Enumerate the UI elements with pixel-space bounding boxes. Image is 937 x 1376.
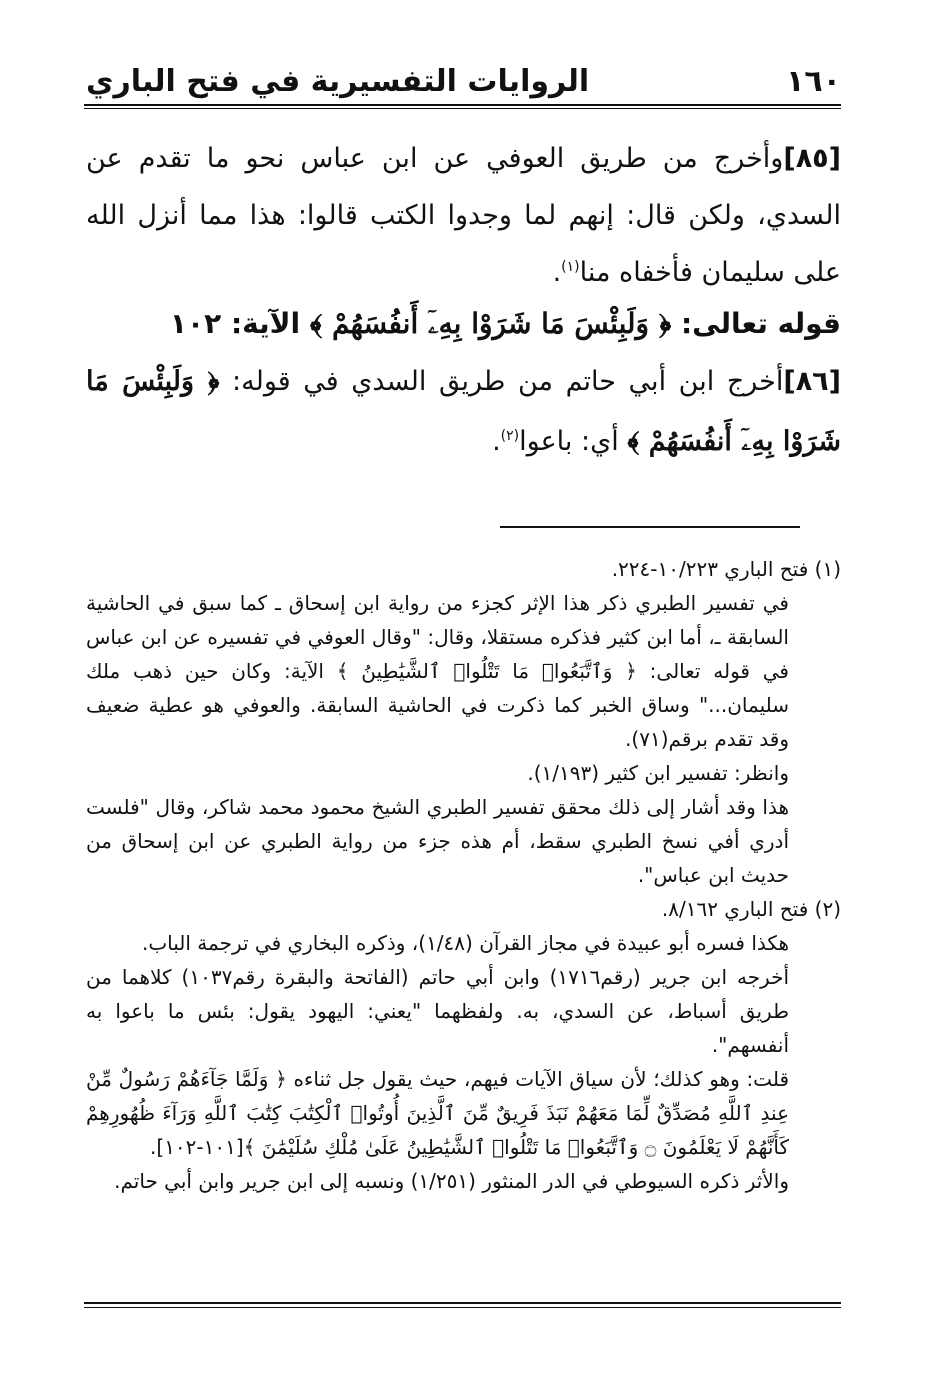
paragraph-text: أخرج ابن أبي حاتم من طريق السدي في قوله: (232, 366, 784, 397)
verse-heading (86, 300, 841, 348)
heading-suffix: الآية: ١٠٢ (169, 307, 301, 340)
bottom-rule (84, 1302, 841, 1304)
page-header (86, 56, 841, 102)
footnote-2-line: أخرجه ابن جرير (رقم١٧١٦) وابن أبي حاتم (الفاتحة والبقرة رقم١٠٣٧) كلاهما من طريق أسباط، عن السدي، به. ولفظهما "يعني: اليهود يقول: بئس ما باعوا به أنفسهم". (86, 965, 790, 1057)
paragraph-end: . (552, 257, 562, 288)
footnote-1-line: وانظر: تفسير ابن كثير (١/١٩٣). (527, 761, 789, 785)
footnote-1-line: هذا وقد أشار إلى ذلك محقق تفسير الطبري الشيخ محمود محمد شاكر، وقال "فلست أدري أفي نسخ الطبري سقط، أم هذه جزء من رواية الطبري عن ابن إسحاق من حديث ابن عباس". (86, 795, 789, 887)
quran-verse: ﴿ وَلَبِئْسَ مَا شَرَوْا بِهِۦٓ أَنفُسَهُمْ ﴾ (309, 307, 672, 340)
paragraph-85 (86, 130, 841, 301)
paragraph-number: [٨٦] (783, 366, 841, 397)
footnote-2-line: قلت: وهو كذلك؛ لأن سياق الآيات فيهم، حيث يقول جل ثناءه ﴿ وَلَمَّا جَآءَهُمْ رَسُولٌ مِّنْ عِندِ ٱللَّهِ مُصَدِّقٌ لِّمَا مَعَهُمْ نَبَذَ فَرِيقٌ مِّنَ ٱلَّذِينَ أُوتُوا۟ ٱلْكِتَٰبَ كِتَٰبَ ٱللَّهِ وَرَآءَ ظُهُورِهِمْ كَأَنَّهُمْ لَا يَعْلَمُونَ ۝ وَٱتَّبَعُوا۟ مَا تَتْلُوا۟ ٱلشَّيَٰطِينُ عَلَىٰ مُلْكِ سُلَيْمَٰنَ ﴾[١٠١-١٠٢]. (86, 1067, 789, 1159)
paragraph-text: وأخرج من طريق العوفي عن ابن عباس نحو ما تقدم عن السدي، ولكن قال: إنهم لما وجدوا الكتب قالوا: هذا مما أنزل الله على سليمان فأخفاه منا (86, 143, 841, 288)
paragraph-text-after: أي: باعوا (519, 426, 619, 457)
paragraph-number: [٨٥] (783, 143, 841, 174)
running-title: الروايات التفسيرية في فتح الباري (86, 64, 590, 99)
footnote-1-line: في تفسير الطبري ذكر هذا الإثر كجزء من رواية ابن إسحاق ـ كما سبق في الحاشية السابقة ـ، أما ابن كثير فذكره مستقلا، وقال: "وقال العوفي في تفسيره عن ابن عباس في قوله تعالى: ﴿ وَٱتَّبَعُوا۟ مَا تَتْلُوا۟ ٱلشَّيَٰطِينُ ﴾ الآية: وكان حين ذهب ملك سليمان..." وساق الخبر كما ذكرت في الحاشية السابقة. والعوفي هو عطية ضعيف وقد تقدم برقم(٧١). (86, 591, 789, 751)
header-rule (84, 104, 841, 106)
paragraph-86 (86, 352, 841, 472)
bottom-rule-thin (84, 1307, 841, 1308)
footnote-2-line: هكذا فسره أبو عبيدة في مجاز القرآن (١/٤٨)، وذكره البخاري في ترجمة الباب. (141, 931, 789, 955)
quran-verse: ﴿ وَلَبِئْسَ مَا شَرَوْا بِهِۦٓ أَنفُسَهُمْ ﴾ (86, 366, 841, 457)
footnote-ref: (٢) (500, 428, 520, 444)
paragraph-end: . (492, 426, 501, 457)
footnote-ref: (١) (561, 259, 580, 275)
footnote-separator (500, 526, 800, 528)
footnote-1-head: (١) فتح الباري ١٠/٢٢٣-٢٢٤. (611, 557, 841, 581)
footnotes (86, 552, 841, 1198)
footnote-2-head: (٢) فتح الباري ٨/١٦٢. (661, 897, 841, 921)
footnote-2-line: والأثر ذكره السيوطي في الدر المنثور (١/٢٥١) ونسبه إلى ابن جرير وابن أبي حاتم. (114, 1169, 789, 1193)
heading-prefix: قوله تعالى: (680, 307, 841, 340)
page-number: ١٦٠ (786, 64, 841, 99)
header-rule-thin (84, 108, 841, 109)
